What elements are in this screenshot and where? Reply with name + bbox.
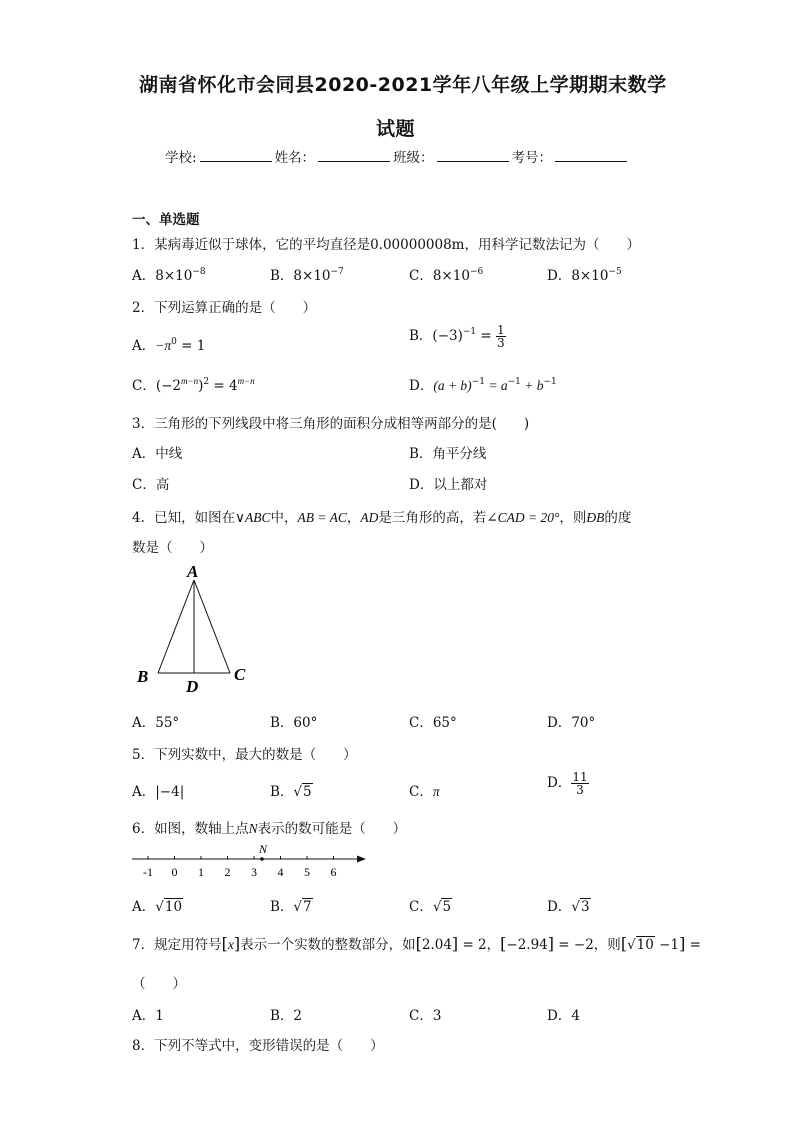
q7-stem-line1: 7．规定用符号[x]表示一个实数的整数部分，如[2.04] = 2，[−2.94] = −2，则[√10 −1] = — [132, 934, 701, 953]
vertex-label-a: A — [187, 562, 199, 581]
class-blank — [437, 149, 509, 162]
student-info-row — [165, 146, 630, 166]
exam-no-label: 考号： — [511, 150, 553, 166]
q8-stem: 8．下列不等式中，变形错误的是（ ） — [132, 1038, 384, 1054]
school-blank — [200, 149, 272, 162]
vertex-label-c: C — [234, 665, 246, 684]
q5-option-b: B．√5 — [270, 784, 312, 800]
axis-tick-label: 5 — [304, 865, 310, 879]
q1-option-d: D．$8\times 10^{-5}$ — [547, 267, 622, 284]
q2-option-c: C．$(-2^{m-n})^2 = 4^{m-n}$ — [132, 376, 255, 394]
q2-stem: 2．下列运算正确的是（ ） — [132, 300, 317, 316]
q4-option-a: A．55° — [132, 715, 180, 731]
q2-option-d: D．$(a + b)^{-1} = a^{-1} + b^{-1}$ — [409, 377, 557, 394]
q4-option-b: B．60° — [270, 715, 318, 731]
section-heading: 一、单选题 — [132, 212, 200, 228]
q3-option-c: C．高 — [132, 477, 170, 493]
number-line-figure — [130, 838, 370, 883]
axis-tick-label: 1 — [198, 865, 204, 879]
axis-tick-label: 0 — [171, 865, 178, 879]
sqrt-symbol: √5 — [432, 899, 452, 915]
q6-option-b: B．√7 — [270, 899, 312, 915]
q5-option-c: C．π — [409, 784, 440, 800]
page-title-line2: 试题 — [376, 118, 416, 140]
side-ac — [194, 580, 230, 673]
q1-stem: 1．某病毒近似于球体，它的平均直径是0.00000008m，用科学记数法记为（ ） — [132, 237, 640, 253]
q1-option-b: B．$8\times 10^{-7}$ — [270, 267, 344, 284]
exam-no-blank — [555, 149, 627, 162]
page-title-line1: 湖南省怀化市会同县2020-2021学年八年级上学期期末数学 — [139, 74, 667, 96]
q7-option-a: A．1 — [132, 1008, 164, 1024]
point-n-marker — [260, 857, 264, 861]
vertex-label-b: B — [137, 667, 149, 686]
name-label: 姓名： — [274, 150, 316, 166]
q1-option-a: A．$8\times 10^{-8}$ — [132, 267, 206, 284]
axis-tick-label: 3 — [251, 865, 257, 879]
q5-option-a: A．|−4| — [132, 784, 185, 800]
q3-option-b: B．角平分线 — [409, 446, 487, 462]
sqrt-symbol: √3 — [571, 899, 590, 915]
q2-option-a: A．$-\pi^0 = 1$ — [132, 337, 206, 354]
q4-stem-line1: 4．已知，如图在∨ABC中，AB = AC，AD是三角形的高，若∠CAD = 20°，则ÐB的度 — [132, 510, 632, 526]
vertex-label-d: D — [186, 677, 199, 695]
axis-tick-label: 2 — [224, 865, 231, 879]
point-n-label: N — [258, 842, 267, 856]
q3-option-d: D．以上都对 — [409, 477, 488, 493]
axis-arrow-icon — [357, 856, 366, 863]
q6-stem: 6．如图，数轴上点N表示的数可能是（ ） — [132, 821, 407, 837]
axis-tick-label: -1 — [143, 865, 153, 879]
q7-stem-line2: （ ） — [132, 976, 186, 992]
sqrt-symbol: √10 — [155, 899, 183, 915]
triangle-figure — [130, 560, 260, 695]
school-label: 学校: — [165, 150, 197, 166]
q5-option-d: D． $\frac{11}{3}$ — [547, 770, 588, 797]
q7-option-c: C．3 — [409, 1008, 442, 1024]
q5-stem: 5．下列实数中，最大的数是（ ） — [132, 747, 357, 763]
fraction-eleven-thirds: $\frac{11}{3}$ — [572, 770, 588, 797]
sqrt-symbol: √10 — [627, 937, 654, 953]
fraction-one-third: $\frac{1}{3}$ — [497, 323, 505, 350]
q4-option-c: C．65° — [409, 715, 457, 731]
axis-tick-label: 4 — [277, 865, 284, 879]
q3-stem: 3．三角形的下列线段中将三角形的面积分成相等两部分的是( ) — [132, 416, 530, 432]
name-blank — [318, 149, 390, 162]
q3-option-a: A．中线 — [132, 446, 183, 462]
q6-option-a: A．√10 — [132, 899, 183, 915]
side-ab — [158, 580, 194, 673]
q2-option-b: B．$(-3)^{-1}$ = $\frac{1}{3}$ — [409, 323, 505, 350]
axis-tick-label: 6 — [330, 865, 337, 879]
q1-option-c: C．$8\times 10^{-6}$ — [409, 267, 484, 284]
q6-option-d: D．√3 — [547, 899, 590, 915]
q7-option-b: B．2 — [270, 1008, 303, 1024]
q4-option-d: D．70° — [547, 715, 596, 731]
sqrt-symbol: √7 — [293, 899, 312, 915]
class-label: 班级： — [393, 150, 434, 166]
sqrt-symbol: √5 — [293, 784, 312, 800]
q4-stem-line2: 数是（ ） — [132, 540, 213, 556]
q7-option-d: D．4 — [547, 1008, 580, 1024]
q6-option-c: C．√5 — [409, 899, 452, 915]
